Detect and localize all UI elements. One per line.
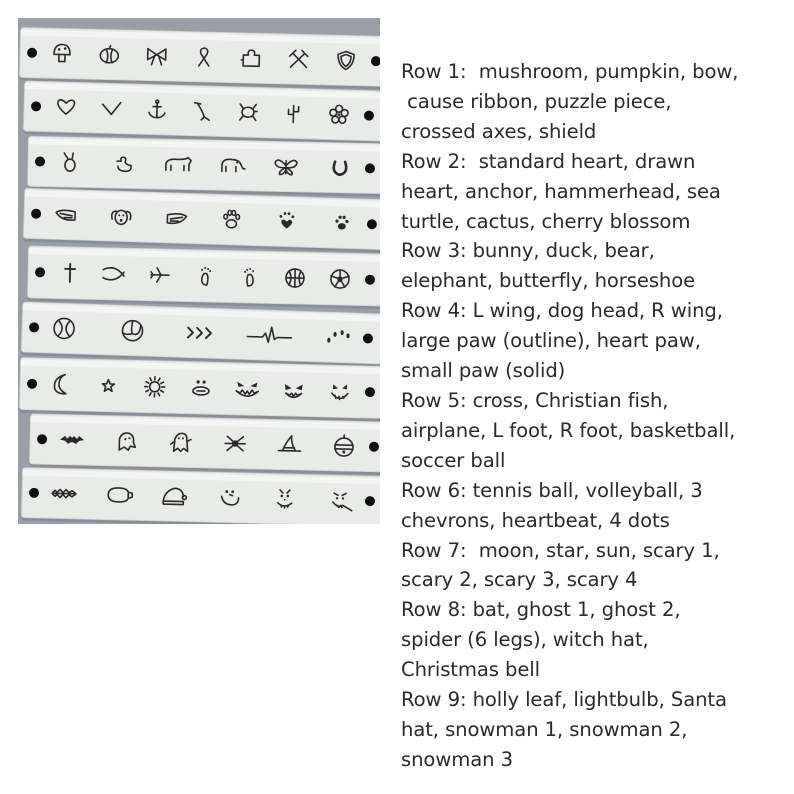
legend-line: Row 7: moon, star, sun, scary 1, <box>401 538 720 562</box>
stamped-bar <box>23 81 380 144</box>
stamped-bars-photo <box>18 18 380 524</box>
legend-line: Row 8: bat, ghost 1, ghost 2, <box>401 598 681 622</box>
legend-line: elephant, butterfly, horseshoe <box>401 269 696 293</box>
basketball-icon <box>286 269 304 287</box>
legend-line: cause ribbon, puzzle piece, <box>401 89 672 113</box>
legend-line: Row 6: tennis ball, volleyball, 3 <box>401 478 703 502</box>
stamped-bar <box>19 358 380 422</box>
legend-line: Christmas bell <box>401 658 540 682</box>
legend-line: scary 2, scary 3, scary 4 <box>401 568 638 592</box>
legend-line: airplane, L foot, R foot, basketball, <box>401 418 736 442</box>
legend-line: soccer ball <box>401 448 506 472</box>
legend-line: spider (6 legs), witch hat, <box>401 628 649 652</box>
legend-line: turtle, cactus, cherry blossom <box>401 209 691 233</box>
legend-line: chevrons, heartbeat, 4 dots <box>401 508 670 532</box>
holly-leaf-icon <box>52 489 76 498</box>
stamped-bar <box>27 136 380 196</box>
legend-line: small paw (solid) <box>401 359 566 383</box>
legend-line: Row 4: L wing, dog head, R wing, <box>401 299 723 323</box>
legend-line: large paw (outline), heart paw, <box>401 329 701 353</box>
stamped-bar <box>29 414 380 475</box>
stamped-bar <box>27 246 380 309</box>
legend-line: heart, anchor, hammerhead, sea <box>401 179 721 203</box>
legend-line: Row 3: bunny, duck, bear, <box>401 239 655 263</box>
legend-line: Row 9: holly leaf, lightbulb, Santa <box>401 688 727 712</box>
legend-line: snowman 3 <box>401 747 513 771</box>
stamp-legend <box>401 57 781 775</box>
stamped-bar <box>21 468 380 524</box>
legend-line: hat, snowman 1, snowman 2, <box>401 717 688 741</box>
stamped-bar <box>19 27 380 89</box>
legend-line: Row 1: mushroom, pumpkin, bow, <box>401 60 739 83</box>
legend-line: Row 2: standard heart, drawn <box>401 149 696 173</box>
legend-line: crossed axes, shield <box>401 119 597 143</box>
legend-line: Row 5: cross, Christian fish, <box>401 388 669 412</box>
